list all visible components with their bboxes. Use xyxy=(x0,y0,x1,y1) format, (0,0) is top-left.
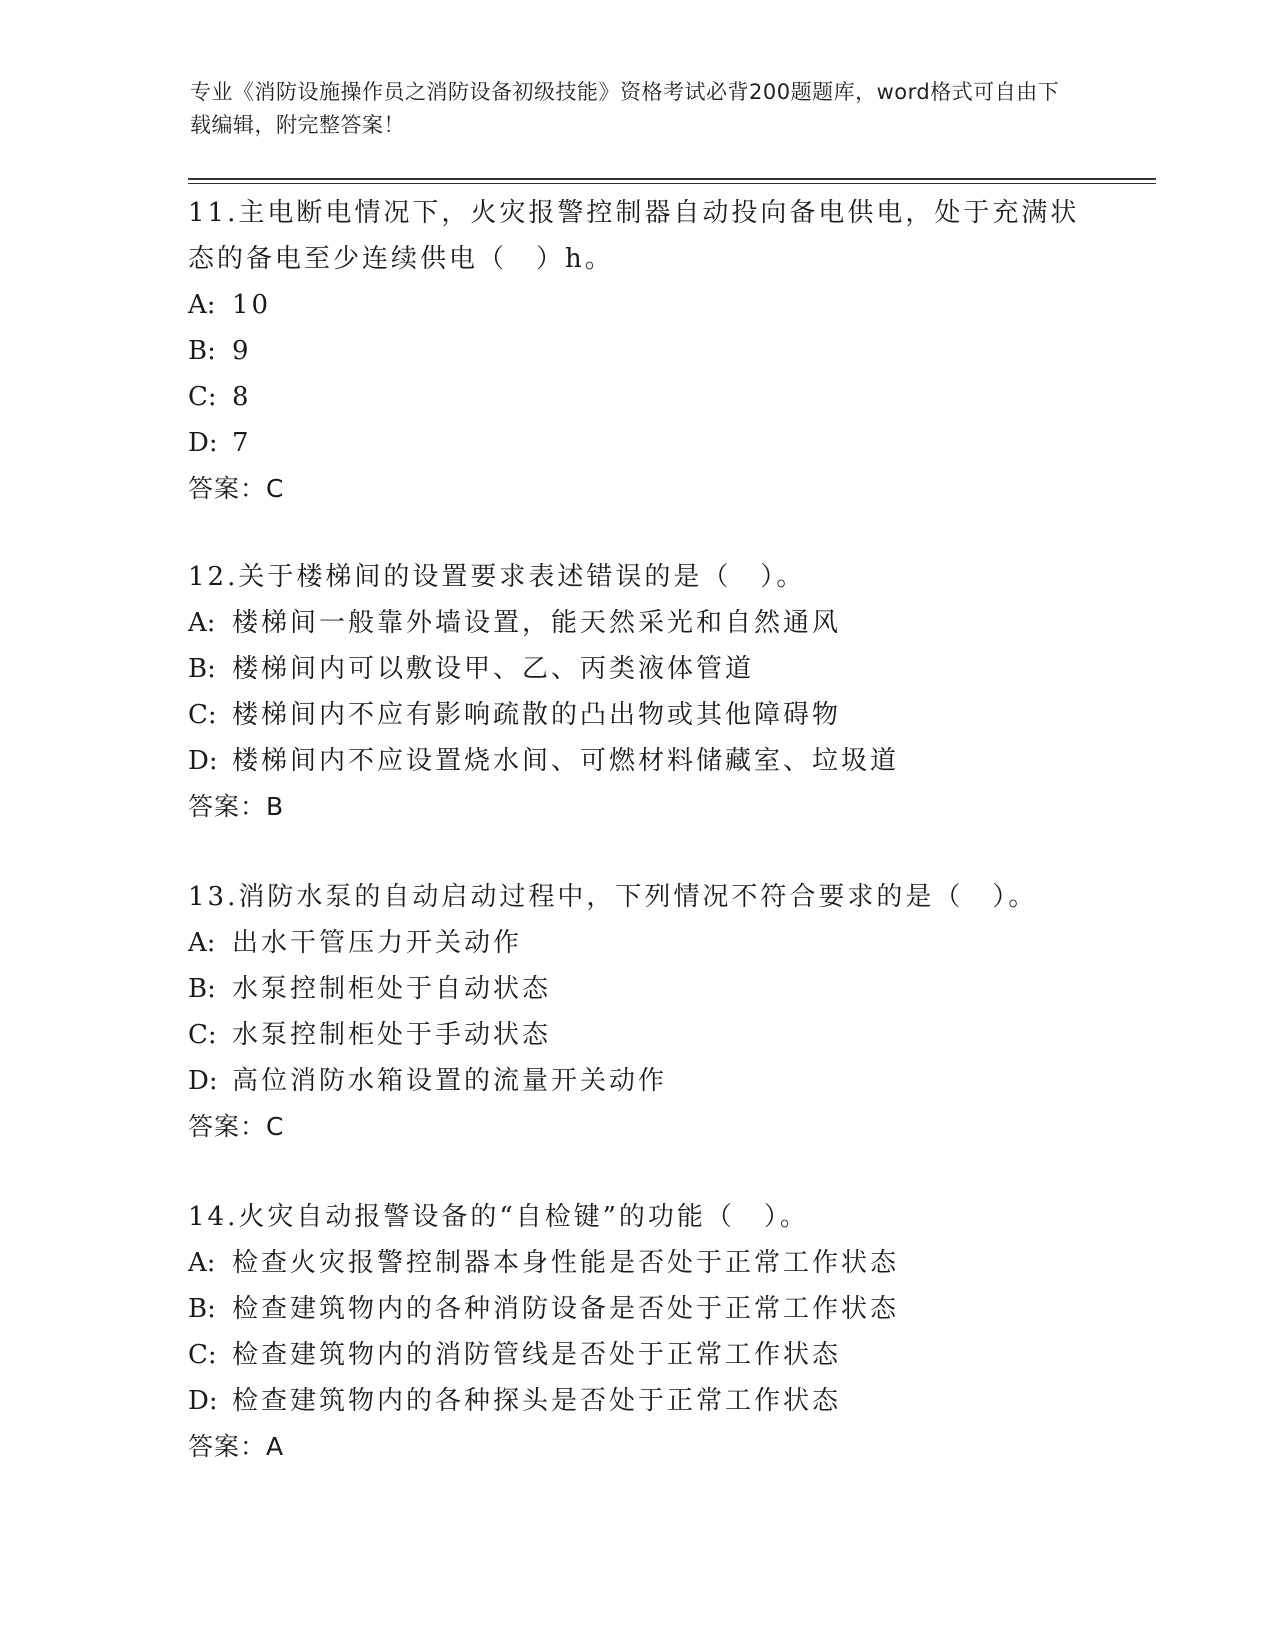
option-text: 检查建筑物内的各种消防设备是否处于正常工作状态 xyxy=(232,1294,900,1324)
answer: 答案：A xyxy=(188,1432,285,1461)
question-stem: 11.主电断电情况下，火灾报警控制器自动投向备电供电，处于充满状态的备电至少连续供电（ ）h。 xyxy=(188,198,1080,274)
option-c xyxy=(188,1012,1088,1058)
option-text: 10 xyxy=(232,290,272,320)
option-letter: A: xyxy=(188,608,216,638)
option-text: 8 xyxy=(232,382,252,412)
option-text: 楼梯间一般靠外墙设置，能天然采光和自然通风 xyxy=(232,608,842,638)
option-b xyxy=(188,328,1088,374)
option-text: 楼梯间内不应有影响疏散的凸出物或其他障碍物 xyxy=(232,700,842,730)
option-c xyxy=(188,374,1088,420)
option-b xyxy=(188,646,1088,692)
option-letter: B: xyxy=(188,336,216,366)
option-text: 检查建筑物内的各种探头是否处于正常工作状态 xyxy=(232,1386,842,1416)
question-stem: 12.关于楼梯间的设置要求表述错误的是（ ）。 xyxy=(188,562,806,592)
question-12 xyxy=(188,554,1088,830)
question-13 xyxy=(188,874,1088,1150)
option-letter: C: xyxy=(188,382,217,412)
option-a xyxy=(188,282,1088,328)
question-stem: 14.火灾自动报警设备的“自检键”的功能（ ）。 xyxy=(188,1202,809,1232)
option-d xyxy=(188,1378,1088,1424)
answer: 答案：C xyxy=(188,474,285,503)
question-14 xyxy=(188,1194,1088,1470)
option-letter: C: xyxy=(188,1340,217,1370)
option-letter: D: xyxy=(188,1386,218,1416)
option-letter: B: xyxy=(188,1294,216,1324)
option-text: 水泵控制柜处于手动状态 xyxy=(232,1020,552,1050)
option-letter: B: xyxy=(188,654,216,684)
option-text: 楼梯间内可以敷设甲、乙、丙类液体管道 xyxy=(232,654,755,684)
option-letter: C: xyxy=(188,1020,217,1050)
question-11 xyxy=(188,190,1088,512)
option-text: 检查建筑物内的消防管线是否处于正常工作状态 xyxy=(232,1340,842,1370)
option-text: 7 xyxy=(232,428,252,458)
option-text: 9 xyxy=(232,336,252,366)
option-text: 高位消防水箱设置的流量开关动作 xyxy=(232,1066,668,1096)
option-d xyxy=(188,420,1088,466)
option-a xyxy=(188,600,1088,646)
option-b xyxy=(188,1286,1088,1332)
document-header: 专业《消防设施操作员之消防设备初级技能》资格考试必背200题题库，word格式可自由下载编辑，附完整答案！ xyxy=(190,80,1060,137)
option-d xyxy=(188,738,1088,784)
question-stem: 13.消防水泵的自动启动过程中，下列情况不符合要求的是（ ）。 xyxy=(188,882,1038,912)
header-divider-thick xyxy=(188,178,1156,180)
option-d xyxy=(188,1058,1088,1104)
option-letter: D: xyxy=(188,746,218,776)
option-text: 检查火灾报警控制器本身性能是否处于正常工作状态 xyxy=(232,1248,900,1278)
option-letter: D: xyxy=(188,1066,218,1096)
option-letter: A: xyxy=(188,290,216,320)
option-b xyxy=(188,966,1088,1012)
option-letter: D: xyxy=(188,428,218,458)
option-a xyxy=(188,920,1088,966)
option-text: 出水干管压力开关动作 xyxy=(232,928,523,958)
option-letter: A: xyxy=(188,928,216,958)
header-divider-thin xyxy=(188,183,1156,184)
option-letter: B: xyxy=(188,974,216,1004)
option-letter: C: xyxy=(188,700,217,730)
option-a xyxy=(188,1240,1088,1286)
answer: 答案：B xyxy=(188,792,285,821)
option-text: 水泵控制柜处于自动状态 xyxy=(232,974,552,1004)
option-c xyxy=(188,692,1088,738)
answer: 答案：C xyxy=(188,1112,285,1141)
option-text: 楼梯间内不应设置烧水间、可燃材料储藏室、垃圾道 xyxy=(232,746,900,776)
option-c xyxy=(188,1332,1088,1378)
option-letter: A: xyxy=(188,1248,216,1278)
